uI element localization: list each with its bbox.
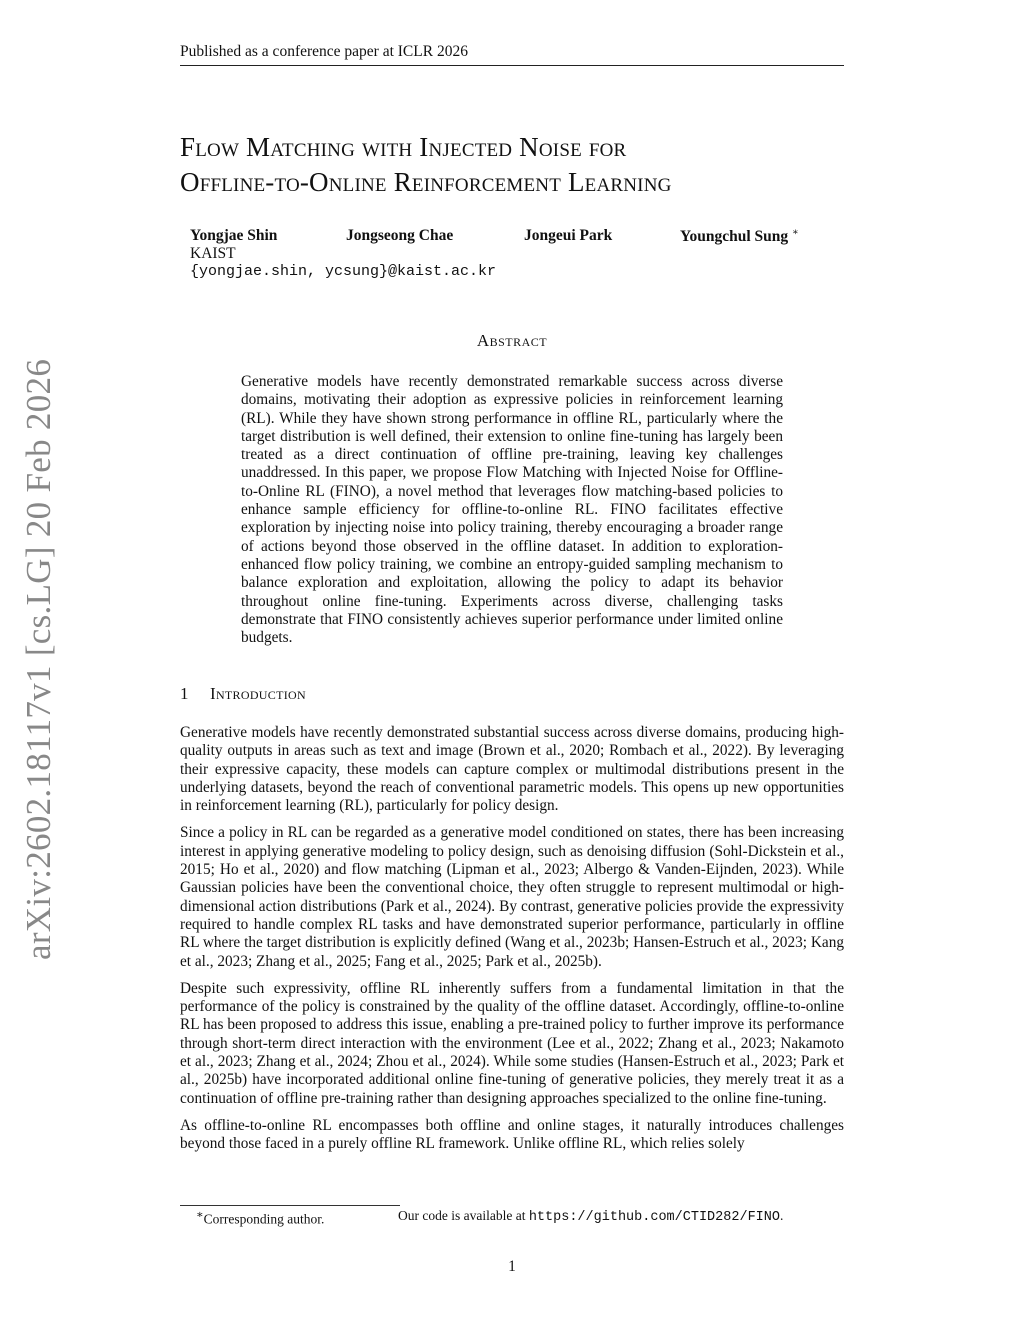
arxiv-identifier[interactable]: arXiv:2602.18117v1 [cs.LG] 20 Feb 2026 [19,358,58,960]
footnote [196,1208,784,1228]
paragraph: As offline-to-online RL encompasses both offline and online stages, it naturally introduces challenges beyond those faced in a purely offline RL framework. Unlike offline RL, which relies solely [180,1116,844,1153]
introduction-body [180,724,844,1163]
paper-title [180,130,880,200]
paragraph: Since a policy in RL can be regarded as a generative model conditioned on states, there has been increasing interest in applying generative modeling to policy design, such as denoising diffusion (Sohl-Dickstein et al., 2015; Ho et al., 2020) and flow matching (Lipman et al., 2023; Albergo & Vanden-Eijnden, 2023). While Gaussian policies have been the conventional choice, they often struggle to represent multimodal or high-dimensional action distributions (Park et al., 2024). By contrast, generative policies provide the expressivity required to handle complex RL tasks and have demonstrated superior performance, particularly in offline RL where the target distribution is explicitly defined (Wang et al., 2023b; Hansen-Estruch et al., 2023; Kang et al., 2023; Zhang et al., 2025; Fang et al., 2025; Park et al., 2025b). [180,824,844,970]
author-name-last [680,227,799,246]
title-line-2: Offline-to-Online Reinforcement Learning [180,167,672,197]
code-text: Our code is available at [398,1208,526,1223]
section-number: 1 [180,684,189,703]
footnote-divider [180,1205,400,1206]
corresponding-author-mark: ∗ [792,227,799,238]
arxiv-sidebar [14,358,59,960]
footnote-mark: ∗ [196,1209,204,1221]
code-period: . [779,1208,784,1223]
abstract-text: Generative models have recently demonstrated remarkable success across diverse domains, motivating their adoption as expressive policies in reinforcement learning (RL). While they have shown strong performance in offline RL, particularly where the target distribution is well defined, their extension to online fine-tuning has largely been treated as a direct continuation of offline pre-training, leaving key challenges unaddressed. In this paper, we propose Flow Matching with Injected Noise for Offline-to-Online RL (FINO), a novel method that leverages flow matching-based policies to enhance sample efficiency for offline-to-online RL. FINO facilitates effective exploration by injecting noise into policy training, thereby encouraging a broader range of actions beyond those observed in the offline dataset. In addition to exploration-enhanced flow policy training, we combine an entropy-guided sampling mechanism to balance exploration and exploitation, allowing the policy to adapt its behavior throughout online fine-tuning. Experiments across diverse, challenging tasks demonstrate that FINO consistently achieves superior performance under limited online budgets. [241,373,783,647]
author-name: Youngchul Sung [680,228,789,246]
code-link[interactable]: https://github.com/CTID282/FINO [528,1210,780,1225]
footnote-text: Corresponding author. [203,1211,325,1227]
paragraph: Despite such expressivity, offline RL inherently suffers from a fundamental limitation in that the performance of the policy is constrained by the quality of the offline dataset. Accordingly, offline-to-online RL has been proposed to address this issue, enabling a pre-trained policy to further improve its performance through short-term direct interaction with the environment (Lee et al., 2022; Zhang et al., 2023; Nakamoto et al., 2023; Zhang et al., 2024; Zhou et al., 2024). While some studies (Hansen-Estruch et al., 2023; Park et al., 2025b) have incorporated additional online fine-tuning of generative policies, they merely treat it as a continuation of offline pre-training rather than designing approaches specialized to the online fine-tuning. [180,979,844,1107]
page-number: 1 [508,1258,516,1275]
paragraph: Generative models have recently demonstrated substantial success across diverse domains, producing high-quality outputs in areas such as text and image (Brown et al., 2020; Rombach et al., 2022). By leveraging their expressive capacity, these models can capture complex or multimodal distributions present in the underlying datasets, beyond the reach of conventional parametric models. This opens up new opportunities in reinforcement learning (RL), particularly for policy design. [180,724,844,815]
author-email: {yongjae.shin, ycsung}@kaist.ac.kr [190,263,497,280]
code-availability [398,1208,783,1225]
title-line-1: Flow Matching with Injected Noise for [180,132,627,162]
section-heading [180,684,306,704]
affiliation: KAIST [190,245,236,262]
abstract-heading: Abstract [476,331,548,350]
running-header: Published as a conference paper at ICLR 2026 [180,43,844,66]
author-name: Yongjae Shin [190,227,278,244]
author-name: Jongseong Chae [346,227,454,244]
section-title: Introduction [210,684,306,703]
author-name: Jongeui Park [524,227,613,244]
